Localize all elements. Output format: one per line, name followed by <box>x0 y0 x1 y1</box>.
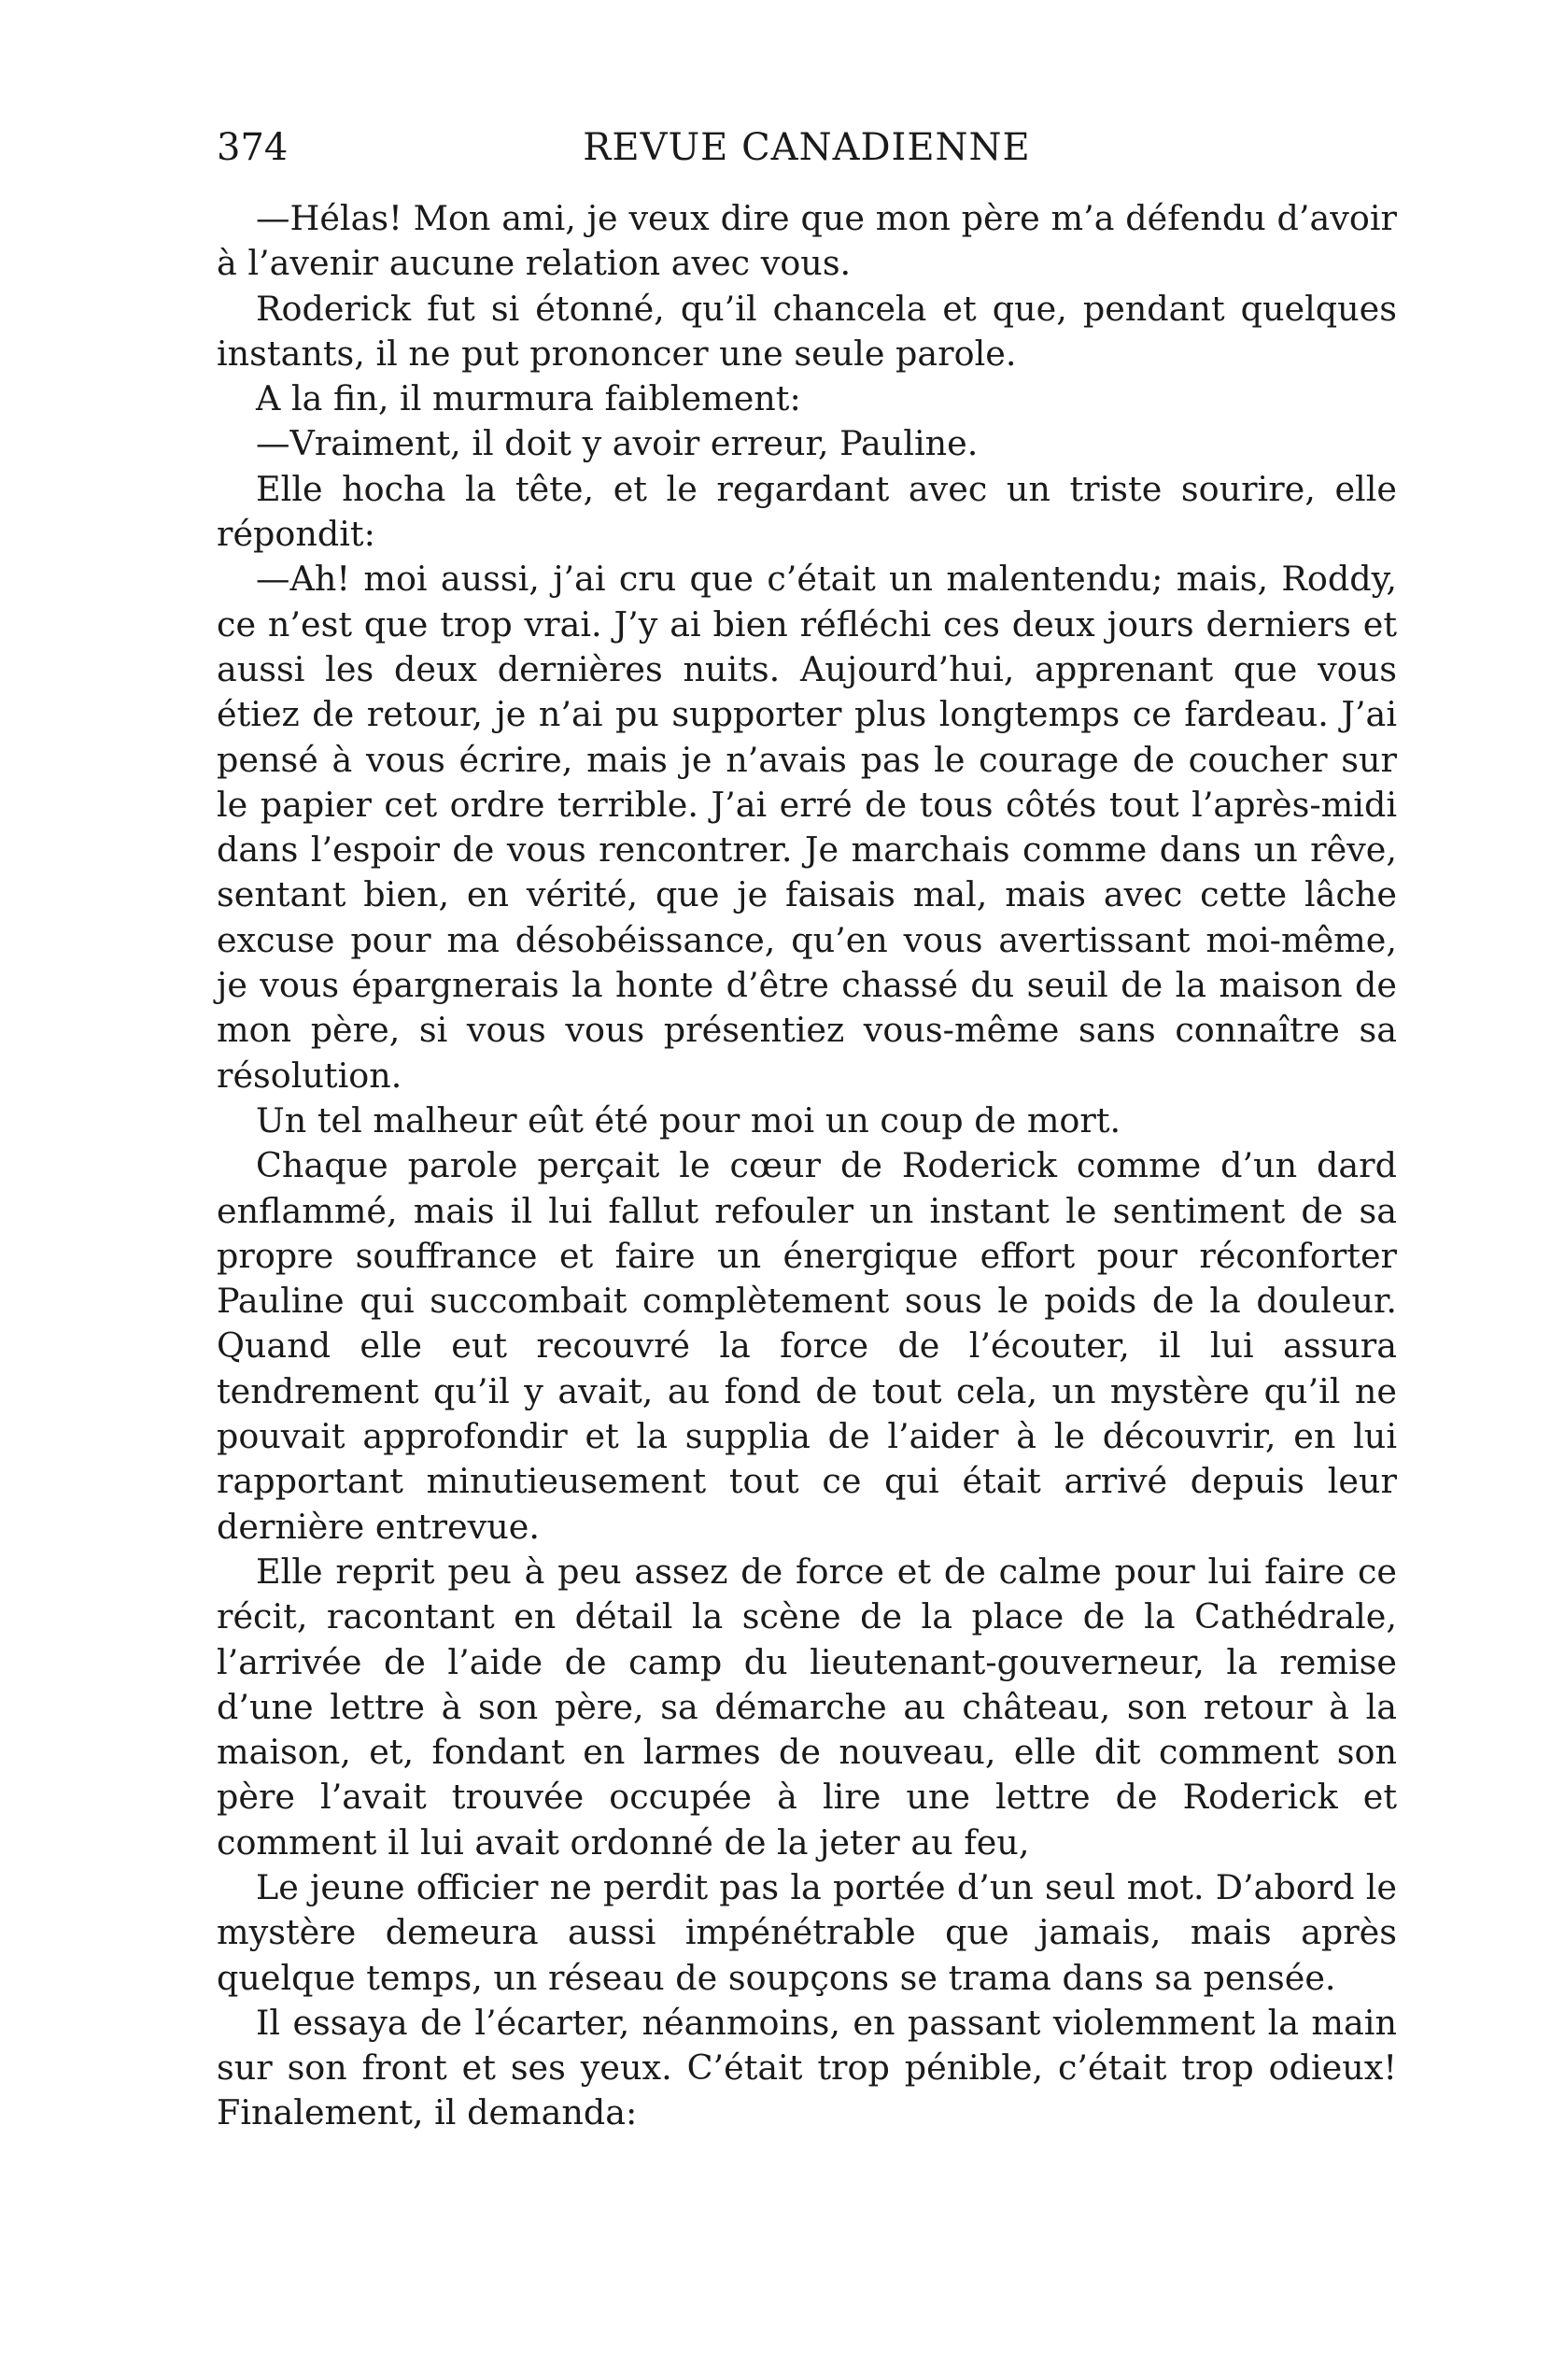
body-text <box>217 196 1397 2136</box>
journal-title: REVUE CANADIENNE <box>583 126 1031 169</box>
paragraph: Un tel malheur eût été pour moi un coup de mort. <box>256 1099 1121 1140</box>
paragraph: Il essaya de l’écarter, néanmoins, en passant violemment la main sur son front et ses yeux. C’était trop pénible, c’était trop odieux! Finalement, il demanda: <box>217 2002 1397 2133</box>
running-head <box>217 120 1397 176</box>
paragraph: Elle reprit peu à peu assez de force et de calme pour lui faire ce récit, racontant en détail la scène de la place de la Cathédrale, l’arrivée de l’aide de camp du lieutenant-gouverneur, la remise d’une lettre à son père, sa démarche au château, son retour à la maison, et, fondant en larmes de nouveau, elle dit comment son père l’avait trouvée occupée à lire une lettre de Roderick et comment il lui avait ordonné de la jeter au feu, <box>217 1551 1397 1863</box>
paragraph: —Vraiment, il doit y avoir erreur, Pauline. <box>256 423 979 464</box>
paragraph: Chaque parole perçait le cœur de Roderick comme d’un dard enflammé, mais il lui fallut refouler un instant le sentiment de sa propre souffrance et faire un énergique effort pour réconforter Pauline qui succombait complètement sous le poids de la douleur. Quand elle eut recouvré la force de l’écouter, il lui assura tendrement qu’il y avait, au fond de tout cela, un mystère qu’il ne pouvait approfondir et la supplia de l’aider à le découvrir, en lui rapportant minutieusement tout ce qui était arrivé depuis leur dernière entrevue. <box>217 1145 1397 1547</box>
paragraph: —Ah! moi aussi, j’ai cru que c’était un malentendu; mais, Roddy, ce n’est que trop vrai. J’y ai bien réfléchi ces deux jours derniers et aussi les deux dernières nuits. Aujourd’hui, apprenant que vous étiez de retour, je n’ai pu supporter plus longtemps ce fardeau. J’ai pensé à vous écrire, mais je n’avais pas le courage de coucher sur le papier cet ordre terrible. J’ai erré de tous côtés tout l’après-midi dans l’espoir de vous rencontrer. Je marchais comme dans un rêve, sentant bien, en vérité, que je faisais mal, mais avec cette lâche excuse pour ma désobéissance, qu’en vous avertissant moi-même, je vous épargnerais la honte d’être chassé du seuil de la maison de mon père, si vous vous présentiez vous-même sans connaître sa résolution. <box>217 559 1397 1096</box>
paragraph: Elle hocha la tête, et le regardant avec un triste sourire, elle répondit: <box>217 468 1397 555</box>
paragraph: Roderick fut si étonné, qu’il chancela et que, pendant quelques instants, il ne put prononcer une seule parole. <box>217 288 1397 374</box>
paragraph: —Hélas! Mon ami, je veux dire que mon père m’a défendu d’avoir à l’avenir aucune relation avec vous. <box>217 198 1397 284</box>
paragraph: A la fin, il murmura faiblement: <box>256 378 801 419</box>
paragraph: Le jeune officier ne perdit pas la portée d’un seul mot. D’abord le mystère demeura aussi impénétrable que jamais, mais après quelque temps, un réseau de soupçons se trama dans sa pensée. <box>217 1866 1397 1998</box>
page-number: 374 <box>217 126 289 169</box>
